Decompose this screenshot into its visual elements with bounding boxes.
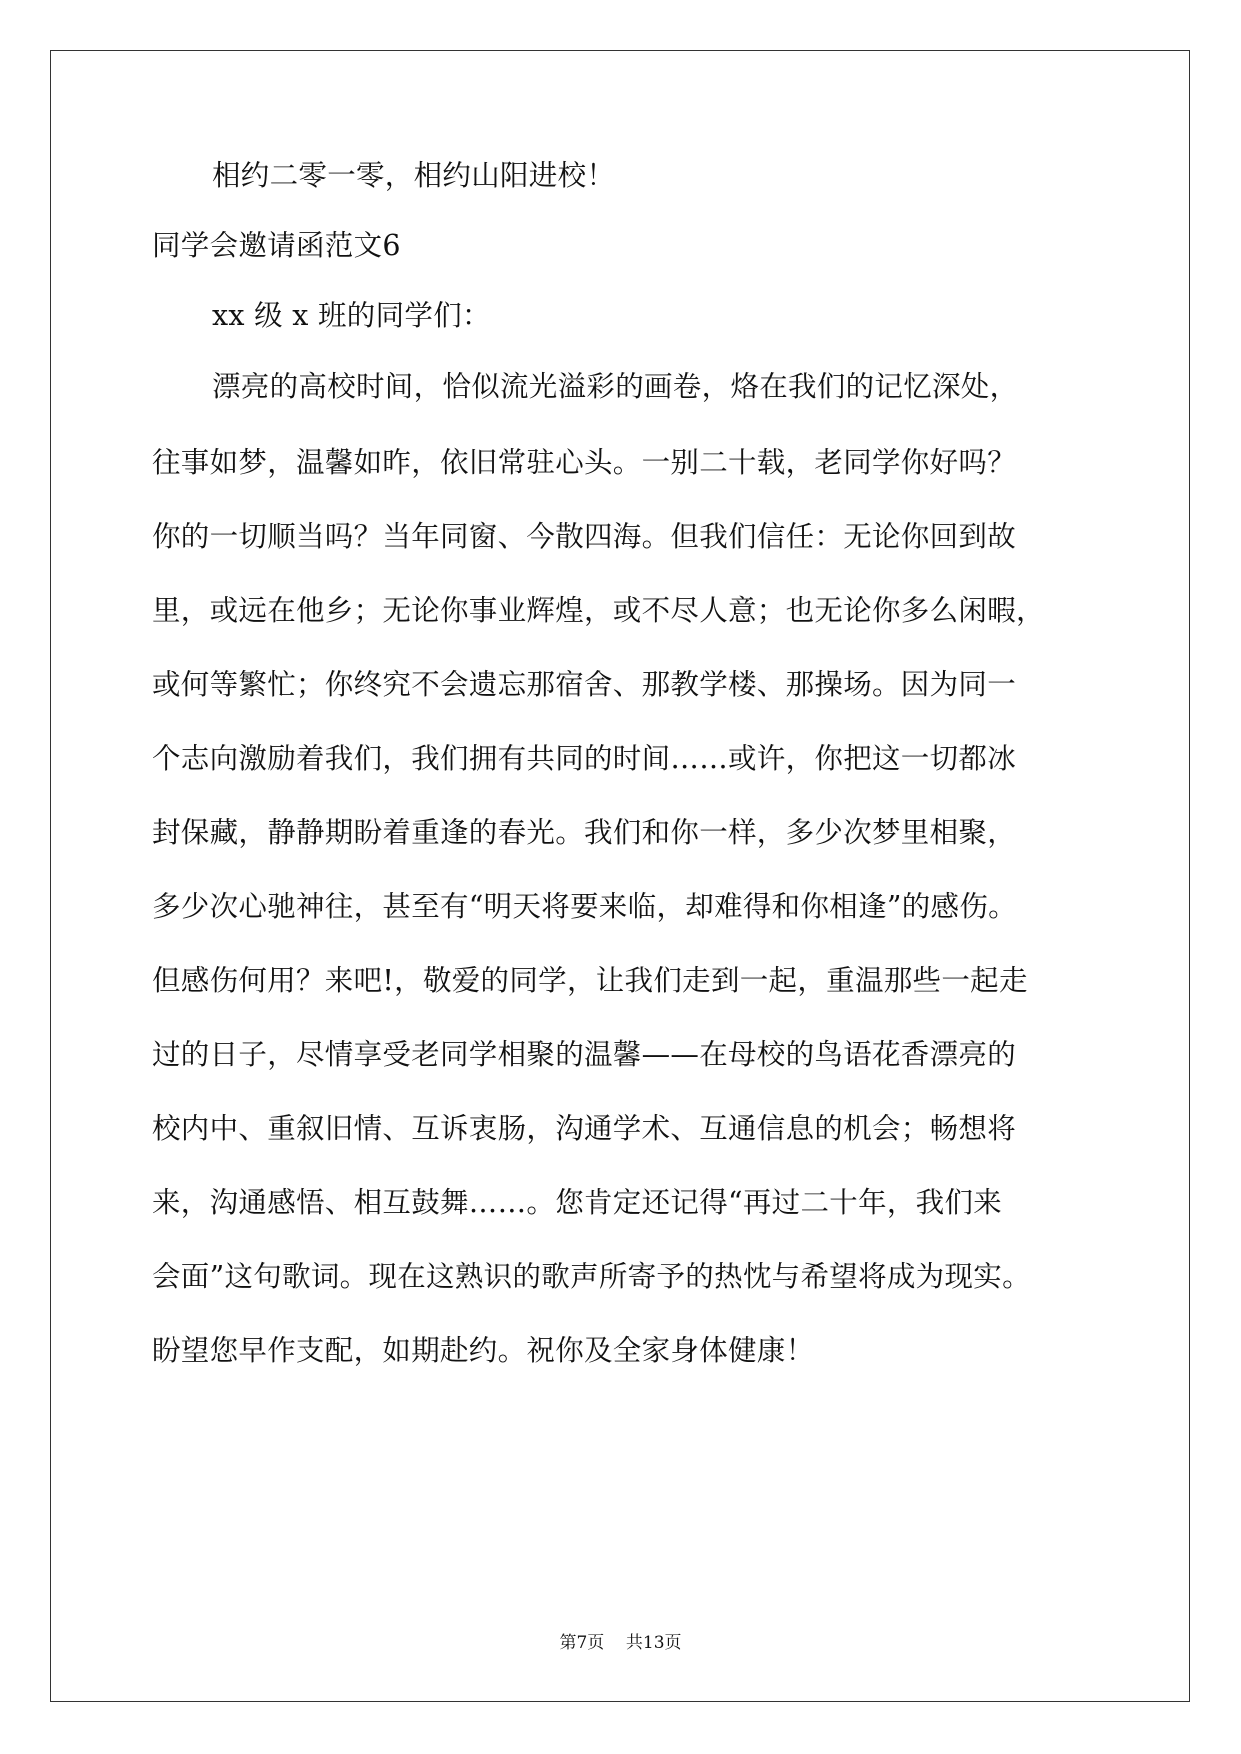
body-line: 但感伤何用？来吧!，敬爱的同学，让我们走到一起，重温那些一起走 xyxy=(152,964,1028,997)
body-line: 校内中、重叙旧情、互诉衷肠，沟通学术、互通信息的机会；畅想将 xyxy=(152,1112,1017,1145)
page-number-label: 第7页 共13页 xyxy=(559,1633,682,1653)
body-line: 往事如梦，温馨如昨，依旧常驻心头。一别二十载，老同学你好吗？ xyxy=(152,446,1017,479)
closing-slogan: 相约二零一零，相约山阳进校！ xyxy=(212,159,616,192)
page-number-footer xyxy=(0,1632,1241,1654)
body-line: 多少次心驰神往，甚至有“明天将要来临，却难得和你相逢”的感伤。 xyxy=(152,890,1017,923)
body-line: 漂亮的高校时间，恰似流光溢彩的画卷，烙在我们的记忆深处， xyxy=(212,370,1019,403)
body-line: 会面”这句歌词。现在这熟识的歌声所寄予的热忱与希望将成为现实。 xyxy=(152,1260,1031,1293)
body-line: 里，或远在他乡；无论你事业辉煌，或不尽人意；也无论你多么闲暇， xyxy=(152,594,1045,627)
body-line: 封保藏，静静期盼着重逢的春光。我们和你一样，多少次梦里相聚， xyxy=(152,816,1017,849)
body-line: 或何等繁忙；你终究不会遗忘那宿舍、那教学楼、那操场。因为同一 xyxy=(152,668,1017,701)
body-line: 过的日子，尽情享受老同学相聚的温馨——在母校的鸟语花香漂亮的 xyxy=(152,1038,1017,1071)
body-line: 来，沟通感悟、相互鼓舞……。您肯定还记得“再过二十年，我们来 xyxy=(152,1186,1003,1219)
salutation: xx 级 x 班的同学们： xyxy=(212,299,491,332)
body-line: 盼望您早作支配，如期赴约。祝你及全家身体健康！ xyxy=(152,1334,815,1367)
body-line: 你的一切顺当吗？当年同窗、今散四海。但我们信任：无论你回到故 xyxy=(152,520,1017,553)
body-line: 个志向激励着我们，我们拥有共同的时间……或许，你把这一切都冰 xyxy=(152,742,1017,775)
section-heading: 同学会邀请函范文6 xyxy=(152,229,401,262)
